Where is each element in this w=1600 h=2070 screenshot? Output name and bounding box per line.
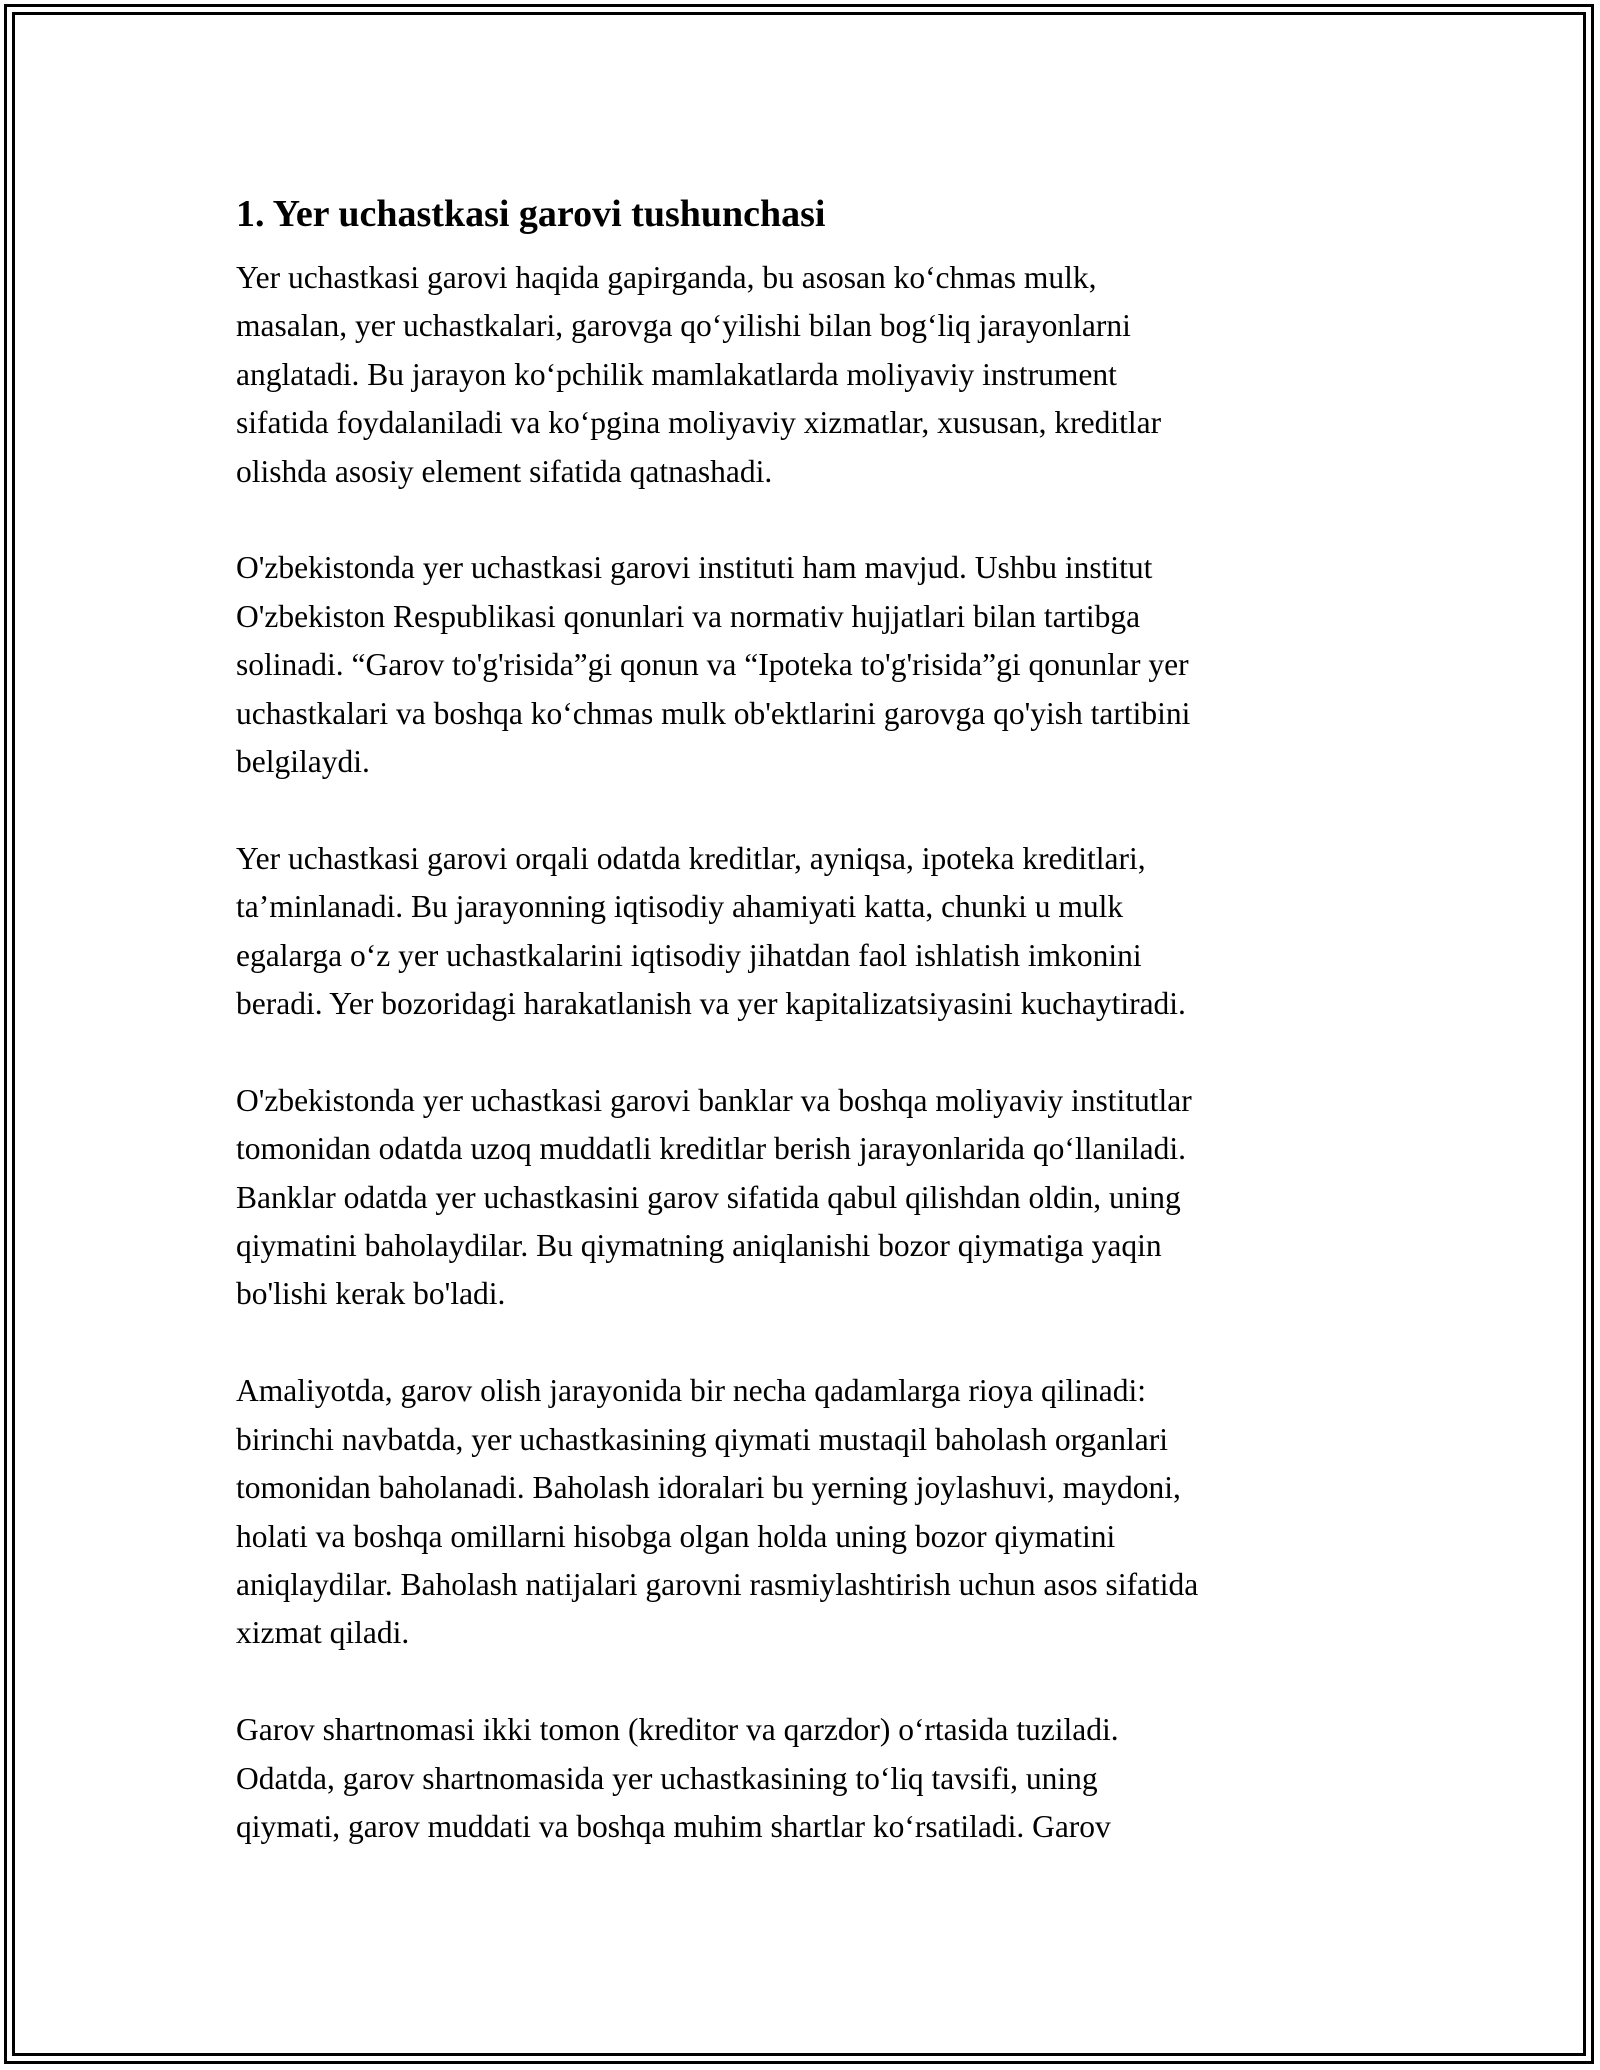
paragraph-line: aniqlaydilar. Baholash natijalari garovni rasmiylashtirish uchun asos sifatida bbox=[236, 1566, 1199, 1602]
paragraph-line: holati va boshqa omillarni hisobga olgan holda uning bozor qiymatini bbox=[236, 1518, 1116, 1554]
paragraph-line: xizmat qiladi. bbox=[236, 1615, 410, 1651]
paragraph-line: O'zbekistonda yer uchastkasi garovi banklar va boshqa moliyaviy institutlar bbox=[236, 1082, 1192, 1118]
paragraph-line: uchastkalari va boshqa ko‘chmas mulk ob'ektlarini garovga qo'yish tartibini bbox=[236, 695, 1191, 731]
paragraph-line: birinchi navbatda, yer uchastkasining qiymati mustaqil baholash organlari bbox=[236, 1421, 1168, 1457]
paragraph-4 bbox=[236, 1077, 1376, 1319]
paragraph-line: Odatda, garov shartnomasida yer uchastkasining to‘liq tavsifi, uning bbox=[236, 1760, 1098, 1796]
paragraph-line: Yer uchastkasi garovi orqali odatda kreditlar, ayniqsa, ipoteka kreditlari, bbox=[236, 840, 1146, 876]
paragraph-line: Amaliyotda, garov olish jarayonida bir necha qadamlarga rioya qilinadi: bbox=[236, 1373, 1147, 1409]
paragraph-5 bbox=[236, 1367, 1376, 1657]
paragraph-line: tomonidan odatda uzoq muddatli kreditlar berish jarayonlarida qo‘llaniladi. bbox=[236, 1131, 1186, 1167]
paragraph-6 bbox=[236, 1706, 1376, 1851]
paragraph-line: anglatadi. Bu jarayon ko‘pchilik mamlakatlarda moliyaviy instrument bbox=[236, 356, 1117, 392]
paragraph-1 bbox=[236, 254, 1376, 496]
paragraph-line: solinadi. “Garov to'g'risida”gi qonun va “Ipoteka to'g'risida”gi qonunlar yer bbox=[236, 647, 1189, 683]
paragraph-line: ta’minlanadi. Bu jarayonning iqtisodiy ahamiyati katta, chunki u mulk bbox=[236, 889, 1124, 925]
paragraph-line: Garov shartnomasi ikki tomon (kreditor va qarzdor) o‘rtasida tuziladi. bbox=[236, 1712, 1119, 1748]
paragraph-line: masalan, yer uchastkalari, garovga qo‘yilishi bilan bog‘liq jarayonlarni bbox=[236, 308, 1131, 344]
document-body bbox=[236, 186, 1376, 1851]
paragraph-line: beradi. Yer bozoridagi harakatlanish va yer kapitalizatsiyasini kuchaytiradi. bbox=[236, 986, 1186, 1022]
paragraph-line: Banklar odatda yer uchastkasini garov sifatida qabul qilishdan oldin, uning bbox=[236, 1179, 1181, 1215]
section-heading: 1. Yer uchastkasi garovi tushunchasi bbox=[236, 193, 826, 235]
paragraph-line: sifatida foydalaniladi va ko‘pgina moliyaviy xizmatlar, xususan, kreditlar bbox=[236, 405, 1162, 441]
paragraph-line: tomonidan baholanadi. Baholash idoralari bu yerning joylashuvi, maydoni, bbox=[236, 1470, 1181, 1506]
paragraph-3 bbox=[236, 835, 1376, 1029]
paragraph-line: qiymatini baholaydilar. Bu qiymatning aniqlanishi bozor qiymatiga yaqin bbox=[236, 1228, 1162, 1264]
paragraph-line: olishda asosiy element sifatida qatnashadi. bbox=[236, 453, 773, 489]
paragraph-line: O'zbekistonda yer uchastkasi garovi instituti ham mavjud. Ushbu institut bbox=[236, 550, 1153, 586]
paragraph-line: egalarga o‘z yer uchastkalarini iqtisodiy jihatdan faol ishlatish imkonini bbox=[236, 937, 1142, 973]
paragraph-line: O'zbekiston Respublikasi qonunlari va normativ hujjatlari bilan tartibga bbox=[236, 598, 1141, 634]
paragraph-2 bbox=[236, 544, 1376, 786]
paragraph-line: qiymati, garov muddati va boshqa muhim shartlar ko‘rsatiladi. Garov bbox=[236, 1808, 1111, 1844]
paragraph-line: Yer uchastkasi garovi haqida gapirganda, bu asosan ko‘chmas mulk, bbox=[236, 260, 1097, 295]
paragraph-line: belgilaydi. bbox=[236, 744, 370, 780]
paragraph-line: bo'lishi kerak bo'ladi. bbox=[236, 1276, 506, 1312]
